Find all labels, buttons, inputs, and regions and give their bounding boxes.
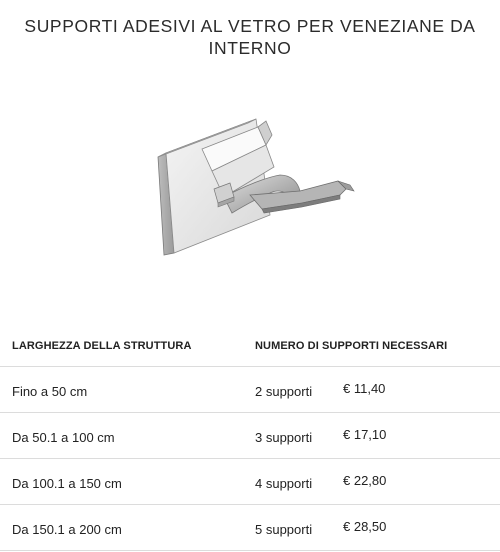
row-supports: 5 supporti: [255, 522, 313, 537]
product-image: [150, 105, 360, 265]
row-range: Fino a 50 cm: [12, 384, 88, 399]
table-row: [0, 413, 500, 459]
support-pricing-table: [0, 324, 500, 551]
row-supports: 2 supporti: [255, 384, 313, 399]
row-price: € 17,10: [343, 427, 387, 442]
row-price: € 11,40: [343, 381, 386, 396]
page-title: SUPPORTI ADESIVI AL VETRO PER VENEZIANE DA INTERNO: [24, 15, 476, 58]
table-row: [0, 459, 500, 505]
row-range: Da 50.1 a 100 cm: [12, 430, 115, 445]
header-width: LARGHEZZA DELLA STRUTTURA: [12, 340, 192, 352]
row-range: Da 100.1 a 150 cm: [12, 476, 122, 491]
adhesive-glass-bracket-icon: [150, 105, 360, 265]
table-header-row: [0, 324, 500, 367]
table-row: [0, 505, 500, 551]
table-row: [0, 367, 500, 413]
row-price: € 28,50: [343, 519, 387, 534]
row-supports: 3 supporti: [255, 430, 313, 445]
row-range: Da 150.1 a 200 cm: [12, 522, 122, 537]
row-supports: 4 supporti: [255, 476, 313, 491]
row-price: € 22,80: [343, 473, 387, 488]
header-supports: NUMERO DI SUPPORTI NECESSARI: [255, 340, 448, 352]
